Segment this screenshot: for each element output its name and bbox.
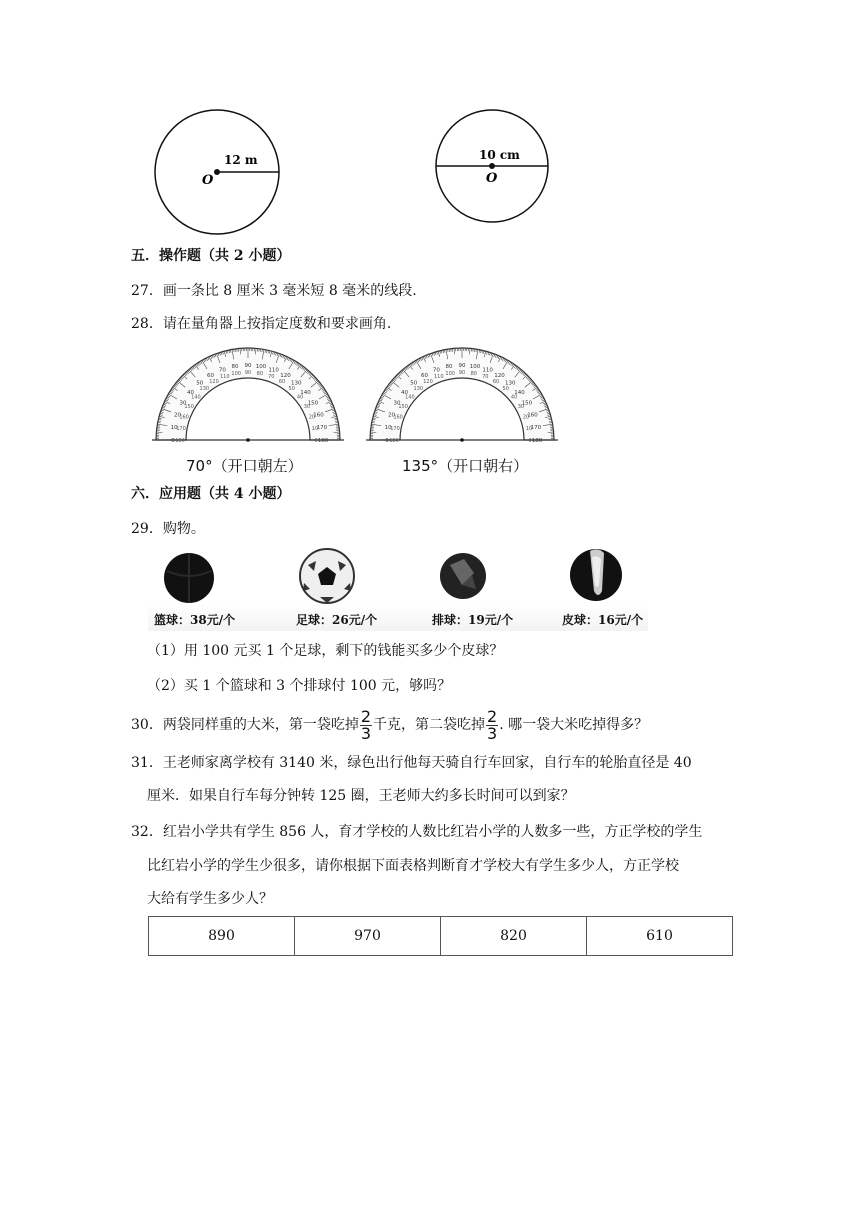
table-cell: 610 [587,917,733,956]
svg-text:130: 130 [199,385,210,392]
rubber-ball-name: 皮球： [562,613,599,627]
svg-text:30: 30 [179,400,187,407]
q30-frac2-num: 2 [487,706,498,726]
svg-text:60: 60 [421,373,428,380]
svg-text:170: 170 [530,424,542,431]
protractor-left-caption [186,455,303,476]
protractor-right-note: （开口朝右） [438,457,529,475]
svg-text:100: 100 [445,371,455,378]
q30-part3: . 哪一袋大米吃掉得多？ [499,717,649,733]
circle-diameter-figure [430,104,560,230]
svg-text:180: 180 [175,438,185,444]
basketball-icon [162,551,216,605]
circle-radius-figure [140,100,300,236]
svg-text:0: 0 [528,438,532,444]
svg-text:0: 0 [171,438,175,444]
basketball-caption [154,611,235,628]
question-32-line2: 比红岩小学的学生少很多，请你根据下面表格判断育才学校大有学生多少人，方正学校 [147,858,679,874]
svg-text:150: 150 [398,404,408,410]
svg-text:160: 160 [313,412,324,419]
svg-text:150: 150 [307,400,319,407]
rubber-ball-icon [568,545,624,605]
circle1-center: O [202,173,214,188]
question-30 [131,706,648,744]
svg-text:70: 70 [482,374,489,381]
svg-text:130: 130 [504,380,516,387]
svg-text:0: 0 [385,438,389,444]
svg-text:80: 80 [445,364,453,371]
svg-text:80: 80 [256,371,263,378]
svg-text:70: 70 [218,367,226,374]
svg-text:20: 20 [522,414,530,421]
q30-fraction-1 [360,706,372,743]
basketball-name: 篮球： [154,613,191,627]
svg-text:50: 50 [288,385,295,392]
svg-text:10: 10 [170,424,178,431]
svg-text:180: 180 [317,438,329,444]
rubber-ball-caption [562,611,643,628]
svg-text:120: 120 [423,379,433,386]
svg-text:10: 10 [384,424,392,431]
svg-text:140: 140 [191,394,201,401]
svg-text:110: 110 [219,374,230,381]
soccer-price: 26元/个 [332,613,378,627]
svg-text:40: 40 [187,389,195,396]
svg-text:140: 140 [514,389,525,396]
svg-text:30: 30 [517,404,525,410]
svg-text:10: 10 [525,426,533,433]
svg-text:130: 130 [290,380,302,387]
svg-text:0: 0 [314,438,318,444]
svg-text:50: 50 [502,385,509,392]
svg-text:50: 50 [196,380,204,387]
q30-part1: 30．两袋同样重的大米，第一袋吃掉 [131,717,359,733]
svg-text:40: 40 [510,394,518,401]
svg-text:30: 30 [393,400,401,407]
soccer-ball-icon [298,547,356,605]
svg-text:60: 60 [207,373,214,380]
volleyball-name: 排球： [432,613,469,627]
svg-text:90: 90 [244,363,252,369]
svg-text:50: 50 [410,380,418,387]
svg-text:90: 90 [458,363,466,369]
svg-text:160: 160 [179,414,189,421]
svg-text:80: 80 [470,371,477,378]
volleyball-icon [438,551,488,601]
svg-text:100: 100 [231,371,241,378]
protractor-right-degree: 135° [402,457,439,475]
svg-text:60: 60 [492,379,500,386]
question-28: 28．请在量角器上按指定度数和要求画角. [131,316,392,332]
shopping-items-panel [148,543,648,631]
svg-text:100: 100 [469,364,481,371]
table-cell: 890 [149,917,295,956]
protractor-left-note: （开口朝左） [212,457,303,475]
table-cell: 970 [295,917,441,956]
question-31-line1: 31．王老师家离学校有 3140 米，绿色出行他每天骑自行车回家，自行车的轮胎直径是 40 [131,755,692,771]
svg-text:170: 170 [316,424,328,431]
svg-text:140: 140 [405,394,415,401]
svg-text:40: 40 [296,394,304,401]
svg-text:20: 20 [388,412,396,419]
table-cell: 820 [441,917,587,956]
protractor-right-caption [402,455,528,476]
svg-text:80: 80 [231,364,239,371]
svg-text:110: 110 [268,367,279,374]
question-32-line3: 大给有学生多少人？ [147,891,273,907]
svg-text:90: 90 [458,370,466,376]
svg-text:70: 70 [432,367,440,374]
svg-text:150: 150 [184,404,194,410]
svg-text:100: 100 [255,364,267,371]
section6-title: 六．应用题（共 4 小题） [131,486,291,502]
svg-text:120: 120 [209,379,219,386]
q30-part2: 千克，第二袋吃掉 [373,717,486,733]
soccer-name: 足球： [296,613,333,627]
circle2-measure: 10 cm [479,148,520,162]
q30-frac1-num: 2 [360,706,372,726]
question-32-line1: 32．红岩小学共有学生 856 人，育才学校的人数比红岩小学的人数多一些，方正学校的学生 [131,824,703,840]
svg-text:140: 140 [300,389,311,396]
question-27: 27．画一条比 8 厘米 3 毫米短 8 毫米的线段. [131,283,417,299]
svg-text:120: 120 [280,373,291,380]
circle1-measure: 12 m [224,153,258,167]
svg-text:70: 70 [268,374,275,381]
q30-fraction-2 [486,706,498,743]
svg-text:170: 170 [390,426,400,433]
svg-text:20: 20 [308,414,316,421]
protractor-left-degree: 70° [186,457,213,475]
svg-text:130: 130 [413,385,424,392]
protractor-right[interactable] [364,342,560,448]
question-29-sub1: （1）用 100 元买 1 个足球，剩下的钱能买多少个皮球？ [147,643,504,659]
svg-text:170: 170 [176,426,186,433]
volleyball-price: 19元/个 [468,613,514,627]
question-29-sub2: （2）买 1 个篮球和 3 个排球付 100 元，够吗？ [147,678,452,694]
svg-text:40: 40 [401,389,409,396]
svg-text:160: 160 [393,414,403,421]
svg-text:180: 180 [531,438,543,444]
circle2-center: O [486,171,498,186]
svg-text:180: 180 [389,438,399,444]
section5-title: 五．操作题（共 2 小题） [131,248,291,264]
q30-frac2-den: 3 [487,723,498,743]
basketball-price: 38元/个 [190,613,236,627]
soccer-caption [296,611,377,628]
question-29-stem: 29．购物。 [131,521,205,537]
svg-text:110: 110 [433,374,444,381]
volleyball-caption [432,611,513,628]
svg-text:30: 30 [303,404,311,410]
svg-text:90: 90 [244,370,252,376]
question-31-line2: 厘米．如果自行车每分钟转 125 圈，王老师大约多长时间可以到家？ [147,788,575,804]
svg-text:10: 10 [311,426,319,433]
svg-text:160: 160 [527,412,538,419]
svg-text:110: 110 [482,367,493,374]
svg-text:150: 150 [521,400,533,407]
q32-options-table [148,916,733,956]
protractor-left[interactable] [150,342,346,448]
svg-text:20: 20 [174,412,182,419]
svg-text:120: 120 [494,373,505,380]
rubber-ball-price: 16元/个 [598,613,644,627]
svg-text:60: 60 [278,379,286,386]
q30-frac1-den: 3 [360,723,372,743]
